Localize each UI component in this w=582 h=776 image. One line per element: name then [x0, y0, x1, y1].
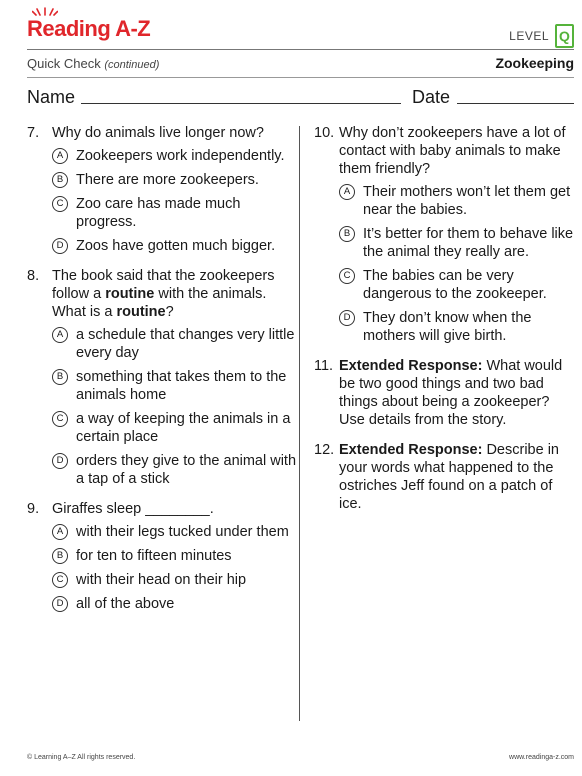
- right-column: [314, 124, 576, 525]
- answer-option-a[interactable]: A Their mothers won’t let them get near the babies.: [339, 183, 576, 219]
- question-number: 9.: [27, 501, 40, 517]
- question-number: 7.: [27, 125, 40, 141]
- column-divider: [299, 126, 300, 721]
- answer-option-b[interactable]: B for ten to fifteen minutes: [52, 547, 297, 565]
- question-stem: Extended Response: Describe in your words what happened to the ostriches Jeff found on a patch of ice.: [339, 442, 559, 512]
- bubble-b-icon[interactable]: B: [52, 172, 68, 188]
- bubble-d-icon[interactable]: D: [52, 453, 68, 469]
- bubble-b-icon[interactable]: B: [339, 226, 355, 242]
- answer-option-c[interactable]: C with their head on their hip: [52, 571, 297, 589]
- bubble-a-icon[interactable]: A: [339, 184, 355, 200]
- question-stem: Giraffes sleep ________.: [52, 501, 214, 517]
- question-12: [314, 441, 576, 513]
- answer-option-c[interactable]: C Zoo care has made much progress.: [52, 195, 297, 231]
- header-divider: [27, 49, 574, 50]
- section-note: (continued): [104, 59, 160, 71]
- bubble-b-icon[interactable]: B: [52, 548, 68, 564]
- left-column: [27, 124, 297, 625]
- bubble-c-icon[interactable]: C: [339, 268, 355, 284]
- level-label: LEVEL: [509, 29, 549, 43]
- question-stem: Why do animals live longer now?: [52, 125, 264, 141]
- bubble-d-icon[interactable]: D: [339, 310, 355, 326]
- question-8: [27, 267, 297, 488]
- name-label: Name: [27, 87, 76, 107]
- question-number: 12.: [314, 442, 335, 458]
- answer-option-b[interactable]: B There are more zookeepers.: [52, 171, 297, 189]
- date-field[interactable]: [457, 103, 574, 104]
- level-indicator: [509, 24, 574, 48]
- section-title: [27, 56, 159, 71]
- question-10: [314, 124, 576, 345]
- answer-option-a[interactable]: A a schedule that changes very little every day: [52, 326, 297, 362]
- bubble-b-icon[interactable]: B: [52, 369, 68, 385]
- question-7: [27, 124, 297, 255]
- question-stem: Extended Response: What would be two good things and two bad things about being a zookeeper? Use details from the story.: [339, 358, 563, 428]
- website-link[interactable]: www.readinga-z.com: [509, 754, 574, 761]
- answer-option-b[interactable]: B something that takes them to the animals home: [52, 368, 297, 404]
- book-title: Zookeeping: [495, 55, 574, 71]
- bubble-c-icon[interactable]: C: [52, 572, 68, 588]
- answer-option-c[interactable]: C a way of keeping the animals in a certain place: [52, 410, 297, 446]
- question-number: 8.: [27, 268, 40, 284]
- name-field[interactable]: [81, 103, 401, 104]
- answer-option-d[interactable]: D all of the above: [52, 595, 297, 613]
- bubble-a-icon[interactable]: A: [52, 327, 68, 343]
- answer-option-d[interactable]: D orders they give to the animal with a tap of a stick: [52, 452, 297, 488]
- bubble-d-icon[interactable]: D: [52, 238, 68, 254]
- answer-option-a[interactable]: A with their legs tucked under them: [52, 523, 297, 541]
- subheader-divider: [27, 77, 574, 78]
- question-9: [27, 500, 297, 613]
- bubble-c-icon[interactable]: C: [52, 196, 68, 212]
- bubble-a-icon[interactable]: A: [52, 524, 68, 540]
- answer-option-a[interactable]: A Zookeepers work independently.: [52, 147, 297, 165]
- answer-option-d[interactable]: D They don’t know when the mothers will give birth.: [339, 309, 576, 345]
- question-stem: Why don’t zookeepers have a lot of contact with baby animals to make them friendly?: [339, 125, 566, 177]
- date-label: Date: [412, 87, 451, 107]
- answer-option-d[interactable]: D Zoos have gotten much bigger.: [52, 237, 297, 255]
- brand-logo: Reading A-Z: [27, 16, 151, 41]
- bubble-a-icon[interactable]: A: [52, 148, 68, 164]
- sun-rays-icon: [32, 6, 58, 16]
- question-number: 11.: [314, 358, 334, 374]
- bubble-c-icon[interactable]: C: [52, 411, 68, 427]
- section-label: Quick Check: [27, 56, 101, 71]
- level-badge: Q: [555, 24, 574, 48]
- answer-option-c[interactable]: C The babies can be very dangerous to the zookeeper.: [339, 267, 576, 303]
- copyright-text: © Learning A–Z All rights reserved.: [27, 754, 136, 761]
- question-stem: The book said that the zookeepers follow a routine with the animals. What is a routine?: [52, 268, 275, 320]
- question-11: [314, 357, 576, 429]
- bubble-d-icon[interactable]: D: [52, 596, 68, 612]
- answer-option-b[interactable]: B It’s better for them to behave like the animal they really are.: [339, 225, 576, 261]
- question-number: 10.: [314, 125, 335, 141]
